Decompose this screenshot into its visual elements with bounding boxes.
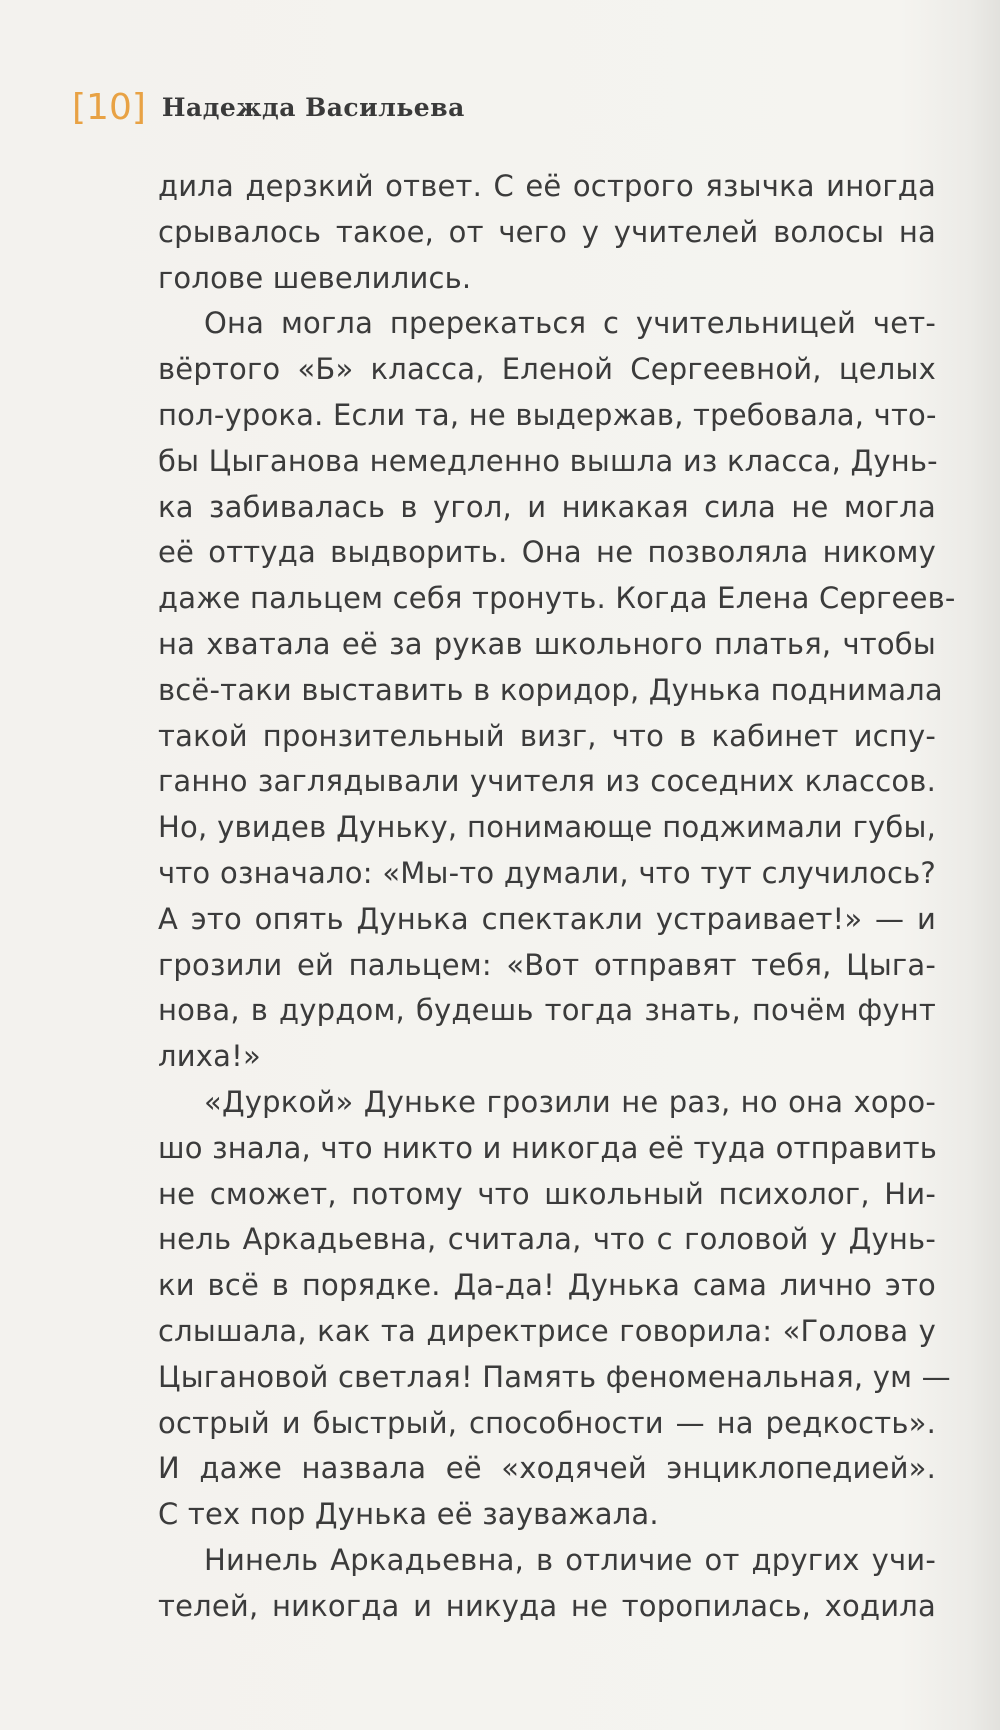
text-line: её оттуда выдворить. Она не позволяла никому <box>158 535 936 570</box>
text-line: острый и быстрый, способности — на редкость». <box>158 1405 936 1440</box>
text-line: А это опять Дунька спектакли устраивает!» — и <box>158 901 936 936</box>
text-line: нель Аркадьевна, считала, что с головой у Дунь- <box>158 1222 936 1257</box>
text-line: Она могла пререкаться с учительницей чет- <box>204 306 936 341</box>
body-text <box>158 164 956 1630</box>
text-line: не сможет, потому что школьный психолог, Ни- <box>158 1176 936 1211</box>
text-line: срывалось такое, от чего у учителей волосы на <box>158 214 936 249</box>
page-number: [10] <box>72 86 146 128</box>
text-line: нова, в дурдом, будешь тогда знать, почём фунт <box>158 993 936 1028</box>
text-line: С тех пор Дунька её зауважала. <box>158 1497 659 1532</box>
text-line: ганно заглядывали учителя из соседних классов. <box>158 764 936 799</box>
text-line: дила дерзкий ответ. С её острого язычка иногда <box>158 169 936 203</box>
text-line: вёртого «Б» класса, Еленой Сергеевной, целых <box>158 352 936 387</box>
text-line: что означало: «Мы-то думали, что тут случилось? <box>158 855 936 890</box>
text-line: голове шевелились. <box>158 260 472 295</box>
text-line: на хватала её за рукав школьного платья, чтобы <box>158 626 936 661</box>
text-line: ки всё в порядке. Да-да! Дунька сама лично это <box>158 1268 936 1303</box>
text-line: такой пронзительный визг, что в кабинет испу- <box>158 718 936 753</box>
author-name: Надежда Васильева <box>161 92 465 122</box>
text-line: «Дуркой» Дуньке грозили не раз, но она хоро- <box>204 1084 936 1119</box>
text-line: даже пальцем себя тронуть. Когда Елена Сергеев- <box>158 581 956 616</box>
text-line: Но, увидев Дуньку, понимающе поджимали губы, <box>158 810 936 845</box>
text-line: грозили ей пальцем: «Вот отправят тебя, Цыга- <box>158 947 936 982</box>
running-header <box>72 82 465 132</box>
text-line: шо знала, что никто и никогда её туда отправить <box>158 1130 938 1165</box>
text-line: бы Цыганова немедленно вышла из класса, Дунь- <box>158 443 938 478</box>
text-line: лиха!» <box>158 1039 261 1074</box>
text-line: слышала, как та директрисе говорила: «Голова у <box>158 1313 936 1348</box>
text-line: всё-таки выставить в коридор, Дунька поднимала <box>158 672 943 707</box>
text-line: И даже назвала её «ходячей энциклопедией». <box>158 1451 936 1486</box>
text-line: Нинель Аркадьевна, в отличие от других учи- <box>204 1542 936 1577</box>
text-line: Цыгановой светлая! Память феноменальная, ум — <box>158 1359 951 1394</box>
text-line: ка забивалась в угол, и никакая сила не могла <box>158 489 936 524</box>
text-line: пол-урока. Если та, не выдержав, требовала, что- <box>158 397 937 432</box>
text-line: телей, никогда и никуда не торопилась, ходила <box>158 1588 936 1623</box>
